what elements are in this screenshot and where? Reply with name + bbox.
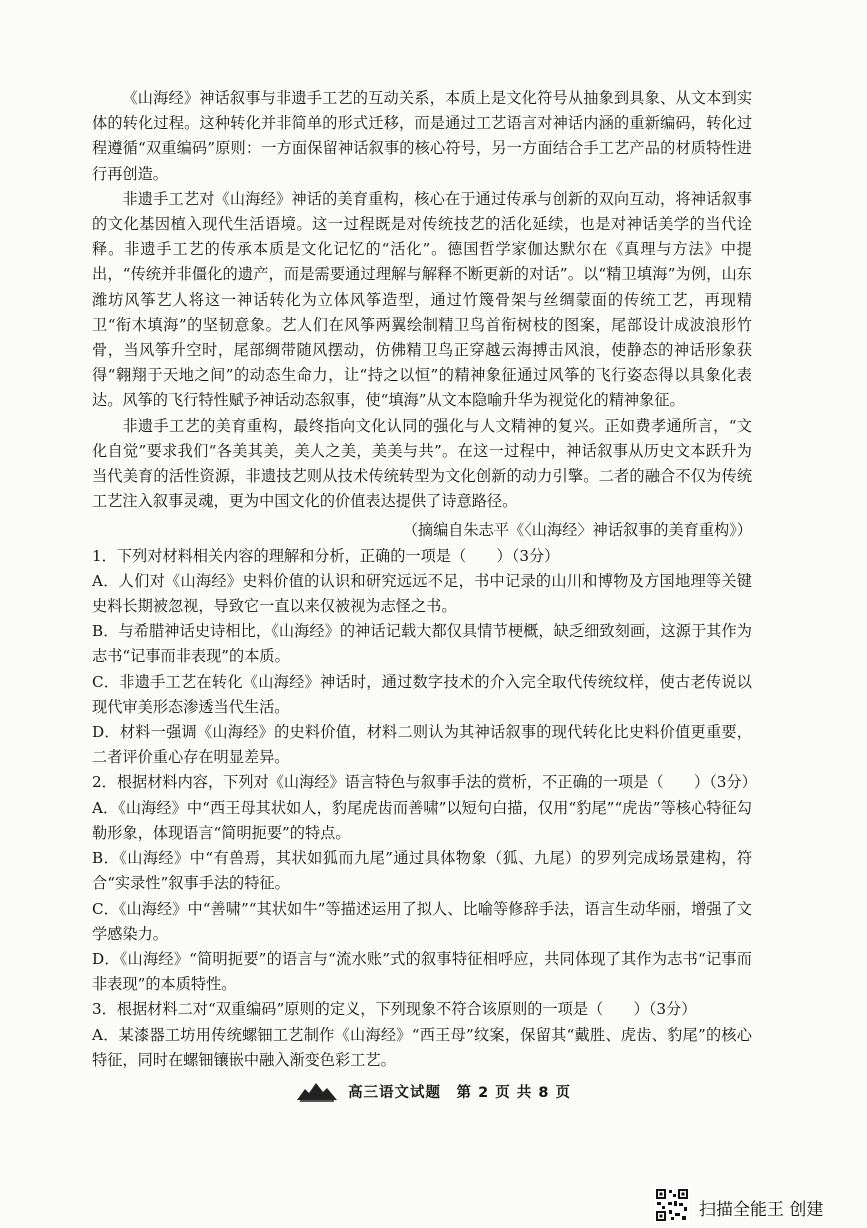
option-b: B．与希腊神话史诗相比，《山海经》的神话记载大都仅具情节梗概，缺乏细致刻画，这源于其作为志书“记事而非表现”的本质。 [92, 622, 752, 666]
option-c: C．《山海经》中“善啸”“其状如牛”等描述运用了拟人、比喻等修辞手法，语言生动华丽，增强了文学感染力。 [92, 899, 752, 943]
mountain-logo-icon [296, 1080, 338, 1106]
option-a: A．《山海经》中“西王母其状如人，豹尾虎齿而善啸”以短句白描，仅用“豹尾”“虎齿”等核心特征勾勒形象，体现语言“简明扼要”的特点。 [92, 798, 752, 842]
question-stem: 3．根据材料二对“双重编码”原则的定义，下列现象不符合该原则的一项是（ ）（3分） [92, 1000, 697, 1019]
qr-code-icon [655, 1188, 689, 1227]
question-2 [92, 770, 757, 997]
option-a: A．人们对《山海经》史料价值的认识和研究远远不足，书中记录的山川和博物及方国地理等关键史料长期被忽视，导致它一直以来仅被视为志怪之书。 [92, 571, 752, 616]
footer-text: 高三语文试题 第 2 页 共 8 页 [348, 1085, 571, 1101]
question-1 [92, 544, 752, 771]
paragraph-1: 《山海经》神话叙事与非遗手工艺的互动关系，本质上是文化符号从抽象到具象、从文本到实体的转化过程。这种转化并非简单的形式迁移，而是通过工艺语言对神话内涵的重新编码，转化过程遵循“双重编码”原则：一方面保留神话叙事的核心符号，另一方面结合手工艺产品的材质特性进行再创造。 [92, 89, 752, 183]
option-b: B．《山海经》中“有兽焉，其状如狐而九尾”通过具体物象（狐、九尾）的罗列完成场景建构，符合“实录性”叙事手法的特征。 [92, 849, 752, 893]
scanner-watermark [655, 1188, 823, 1227]
option-c: C．非遗手工艺在转化《山海经》神话时，通过数字技术的介入完全取代传统纹样，使古老传说以现代审美形态渗透当代生活。 [92, 672, 752, 716]
option-d: D．材料一强调《山海经》的史料价值，材料二则认为其神话叙事的现代转化比史料价值更重要，二者评价重心存在明显差异。 [92, 723, 752, 767]
page-footer [0, 1080, 867, 1106]
option-a: A．某漆器工坊用传统螺钿工艺制作《山海经》“西王母”纹案，保留其“戴胜、虎齿、豹尾”的核心特征，同时在螺钿镶嵌中融入渐变色彩工艺。 [92, 1025, 752, 1069]
paragraph-2: 非遗手工艺对《山海经》神话的美育重构，核心在于通过传承与创新的双向互动，将神话叙事的文化基因植入现代生活语境。这一过程既是对传统技艺的活化延续，也是对神话美学的当代诠释。非遗手工艺的传承本质是文化记忆的“活化”。德国哲学家伽达默尔在《真理与方法》中提出，“传统并非僵化的遗产，而是需要通过理解与解释不断更新的对话”。以“精卫填海”为例，山东潍坊风筝艺人将这一神话转化为立体风筝造型，通过竹篾骨架与丝绸蒙面的传统工艺，再现精卫“衔木填海”的坚韧意象。艺人们在风筝两翼绘制精卫鸟首衔树枝的图案，尾部设计成波浪形竹骨，当风筝升空时，尾部绸带随风摆动，仿佛精卫鸟正穿越云海搏击风浪，使静态的神话形象获得“翱翔于天地之间”的动态生命力，让“持之以恒”的精神象征通过风筝的飞行姿态得以具象化表达。风筝的飞行特性赋予神话动态叙事，使“填海”从文本隐喻升华为视觉化的精神象征。 [92, 189, 752, 410]
source-citation: （摘编自朱志平《〈山海经〉神话叙事的美育重构》） [402, 521, 752, 540]
question-3 [92, 997, 752, 1073]
question-stem: 1．下列对材料相关内容的理解和分析，正确的一项是（ ）（3分） [92, 546, 560, 565]
option-d: D．《山海经》“简明扼要”的语言与“流水账”式的叙事特征相呼应，共同体现了其作为志书“记事而非表现”的本质特性。 [92, 949, 752, 994]
passage-area [92, 86, 757, 1073]
watermark-text: 扫描全能王 创建 [699, 1200, 824, 1220]
question-stem: 2．根据材料内容，下列对《山海经》语言特色与叙事手法的赏析，不正确的一项是（ ）（3分） [92, 773, 757, 792]
paragraph-3: 非遗手工艺的美育重构，最终指向文化认同的强化与人文精神的复兴。正如费孝通所言，“文化自觉”要求我们“各美其美，美人之美，美美与共”。在这一过程中，神话叙事从历史文本跃升为当代美育的活性资源，非遗技艺则从技术传统转型为文化创新的动力引擎。二者的融合不仅为传统工艺注入叙事灵魂，更为中国文化的价值表达提供了诗意路径。 [92, 416, 752, 511]
